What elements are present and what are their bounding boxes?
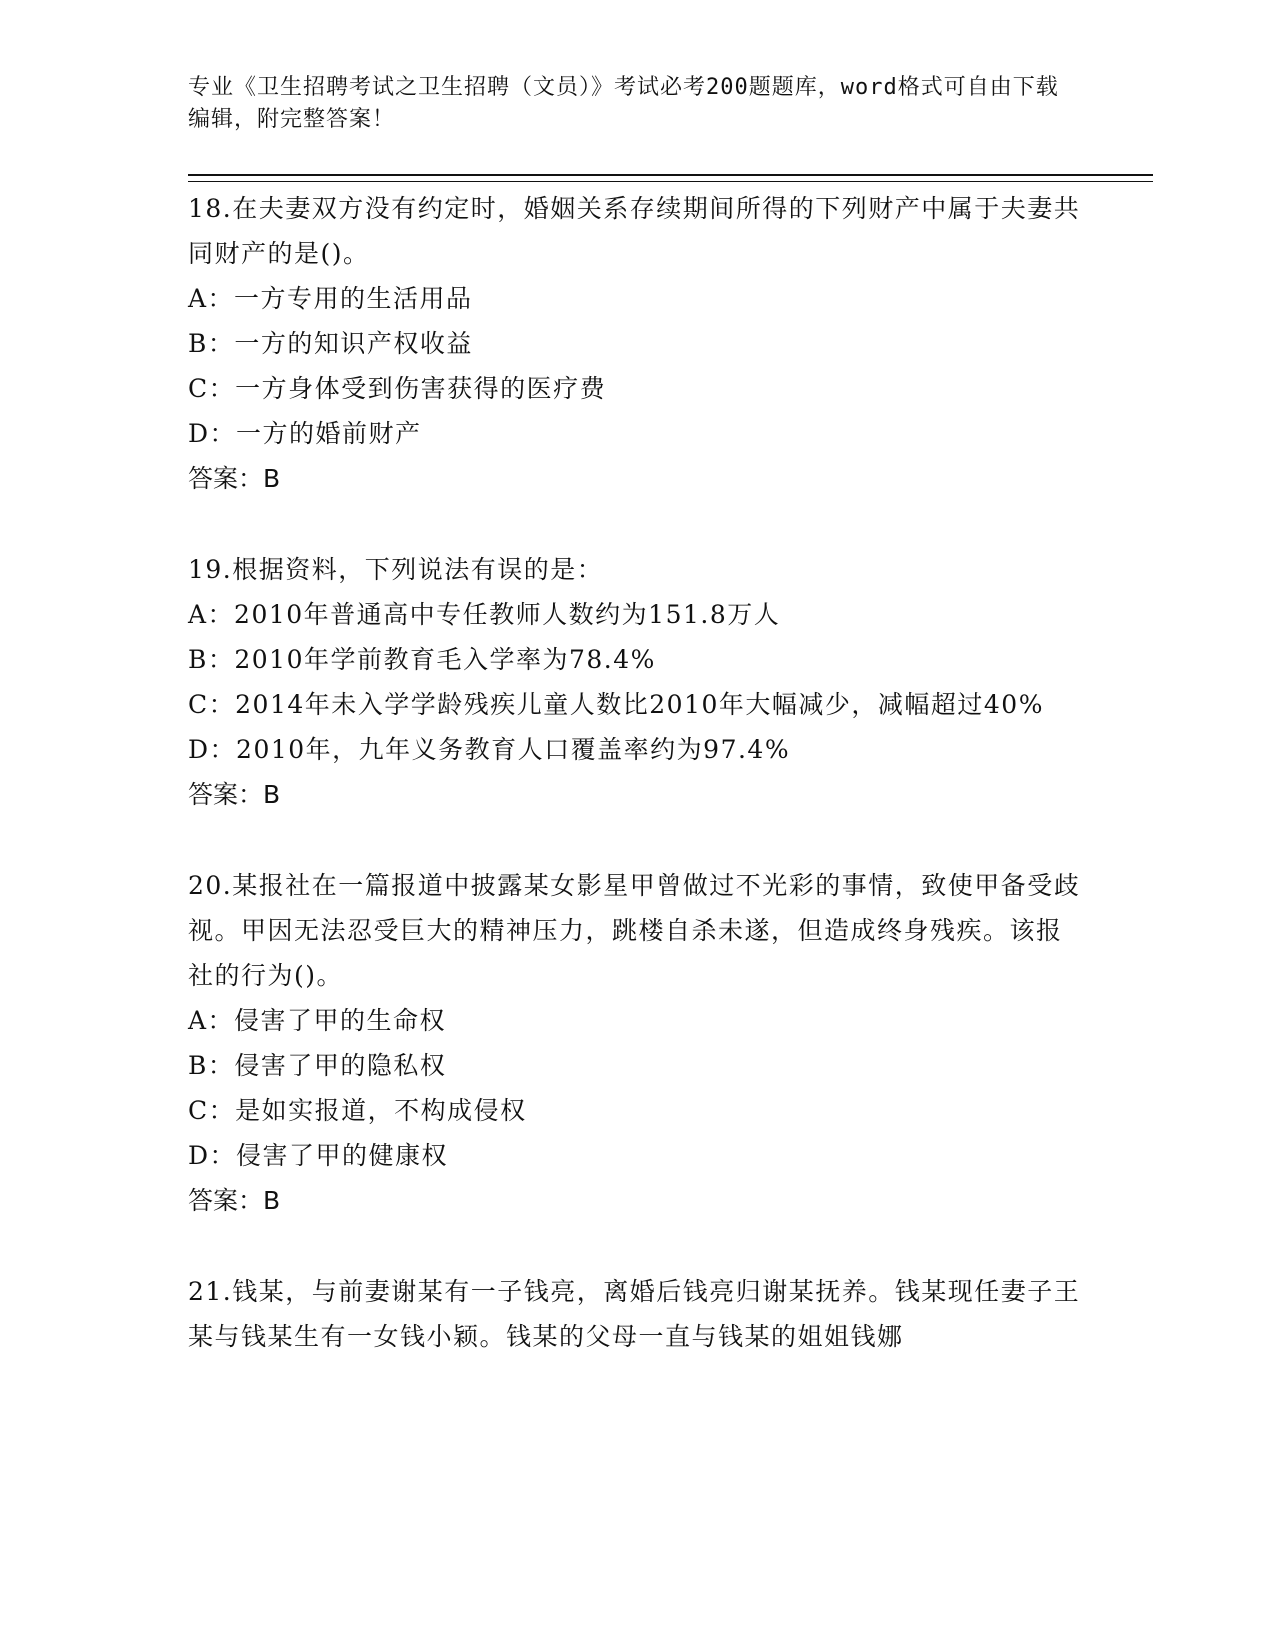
option-a: A：侵害了甲的生命权: [188, 1006, 447, 1035]
option-b: B：一方的知识产权收益: [188, 329, 473, 358]
option-d: D：一方的婚前财产: [188, 419, 422, 448]
question-21: [188, 1269, 1088, 1359]
answer: 答案：B: [188, 464, 281, 493]
document-header: 专业《卫生招聘考试之卫生招聘（文员）》考试必考200题题库，word格式可自由下载编辑，附完整答案！: [188, 75, 1059, 132]
option-c: C：是如实报道，不构成侵权: [188, 1096, 527, 1125]
option-c: C：一方身体受到伤害获得的医疗费: [188, 374, 607, 403]
header-rule-thin: [188, 181, 1153, 182]
header-rule-thick: [188, 174, 1153, 176]
option-b: B：2010年学前教育毛入学率为78.4%: [188, 645, 656, 674]
option-d: D：2010年，九年义务教育人口覆盖率约为97.4%: [188, 735, 791, 764]
question-list: [188, 186, 1088, 1405]
question-stem: 18.在夫妻双方没有约定时，婚姻关系存续期间所得的下列财产中属于夫妻共同财产的是()。: [188, 194, 1081, 268]
question-20: [188, 863, 1088, 1223]
answer: 答案：B: [188, 1186, 281, 1215]
option-a: A：一方专用的生活用品: [188, 284, 473, 313]
question-stem: 20.某报社在一篇报道中披露某女影星甲曾做过不光彩的事情，致使甲备受歧视。甲因无法忍受巨大的精神压力，跳楼自杀未遂，但造成终身残疾。该报社的行为()。: [188, 871, 1081, 990]
question-stem: 21.钱某，与前妻谢某有一子钱亮，离婚后钱亮归谢某抚养。钱某现任妻子王某与钱某生有一女钱小颖。钱某的父母一直与钱某的姐姐钱娜: [188, 1277, 1081, 1351]
option-c: C：2014年未入学学龄残疾儿童人数比2010年大幅减少，减幅超过40%: [188, 690, 1044, 719]
question-19: [188, 547, 1088, 817]
option-b: B：侵害了甲的隐私权: [188, 1051, 447, 1080]
option-d: D：侵害了甲的健康权: [188, 1141, 449, 1170]
answer: 答案：B: [188, 780, 281, 809]
option-a: A：2010年普通高中专任教师人数约为151.8万人: [188, 600, 781, 629]
question-stem: 19.根据资料，下列说法有误的是：: [188, 555, 604, 584]
question-18: [188, 186, 1088, 501]
